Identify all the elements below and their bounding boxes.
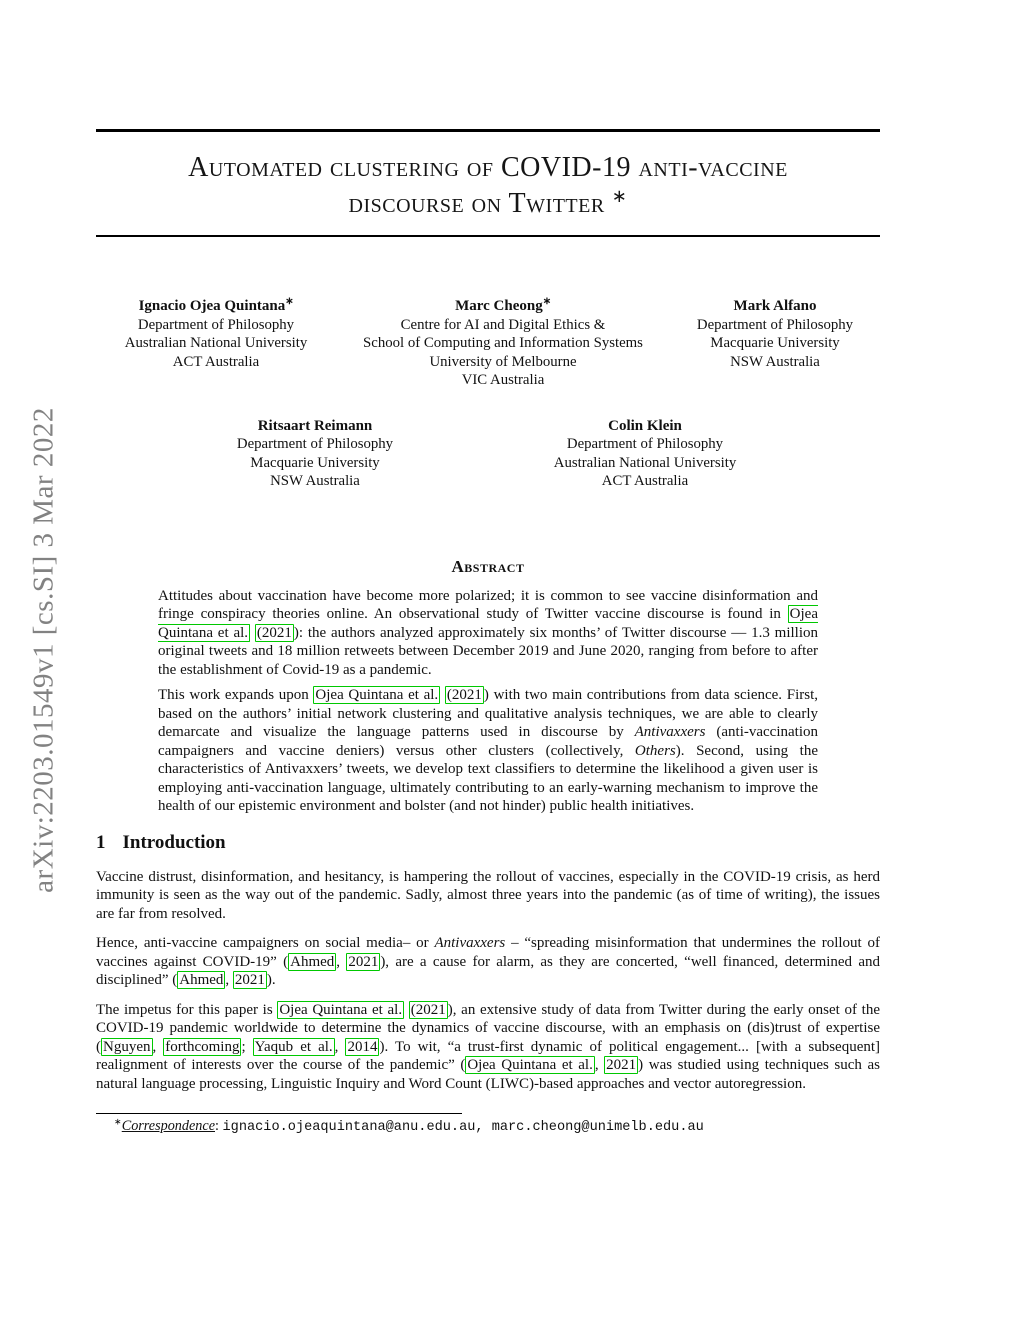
- paper-title: [96, 150, 880, 222]
- author-block-ignacio-ojea-quintana: [96, 297, 336, 390]
- author-name-text: Ignacio Ojea Quintana: [138, 298, 286, 314]
- author-footnote-marker: ∗: [542, 296, 551, 307]
- author-affiliation: Australian National University: [124, 335, 308, 351]
- citation-link[interactable]: Ojea Quintana et al.: [467, 1057, 593, 1073]
- author-name: [336, 297, 670, 316]
- email-addresses: ignacio.ojeaquintana@anu.edu.au, marc.cheong@unimelb.edu.au: [222, 1120, 704, 1135]
- citation-link[interactable]: 2021: [234, 972, 265, 988]
- citation-link[interactable]: Yaqub et al.: [254, 1038, 333, 1055]
- abstract-paragraph: [158, 587, 818, 680]
- citation-link[interactable]: (2021: [256, 624, 292, 641]
- author-affiliation: Australian National University: [553, 454, 737, 471]
- body-paragraph: [96, 934, 880, 990]
- author-name-text: Marc Cheong: [455, 298, 543, 314]
- text-segment: ) with two main contributions from data science. First, based on the authors’ initial network clustering and qualitative analysis techniques, we are able to clearly demarcate and visualize the language patterns used in discourse by: [158, 687, 819, 740]
- text-segment: ), an extensive study of data from Twitter during the early onset of the COVID-19 pandemic worldwide to determine the dynamics of vaccine discourse, with an emphasis on (dis)trust of expertise (: [96, 1001, 881, 1055]
- text-segment: (anti-vaccination campaigners and vaccine deniers) versus other clusters (collectively,: [158, 724, 818, 759]
- author-affiliation: VIC Australia: [461, 372, 545, 388]
- authors-row-1: [96, 297, 880, 390]
- text-segment: ,: [334, 1038, 346, 1055]
- citation-link[interactable]: Ojea Quintana et al.: [158, 606, 818, 641]
- author-name-text: Ritsaart Reimann: [257, 417, 373, 434]
- author-affiliation: Department of Philosophy: [696, 316, 854, 333]
- section-title: Introduction: [122, 831, 226, 853]
- citation-link[interactable]: 2021: [606, 1057, 637, 1073]
- section-number: 1: [96, 831, 106, 853]
- correspondence-label: Correspondence: [121, 1118, 215, 1134]
- text-segment: – “spreading misinformation that undermines the rollout of vaccines against COVID-19” (: [96, 935, 880, 970]
- paper-title-line1: Automated clustering of COVID-19 anti-vaccine: [188, 152, 788, 183]
- author-footnote-marker: ∗: [285, 296, 294, 307]
- text-segment: ), are a cause for alarm, as they are concerted, “well financed, determined and disciplined” (: [96, 953, 880, 988]
- footnote-rule: [96, 1113, 462, 1114]
- text-segment: ). Second, using the characteristics of Antivaxxers’ tweets, we develop text classifiers to determine the likelihood a given user is employing anti-vaccination language, ultimately contributing to an early-warning mechanism to improve the health of our epistemic environment and bolster (and not hinder) public health initiatives.: [158, 742, 818, 814]
- abstract-paragraph: [158, 686, 818, 816]
- author-block-colin-klein: [525, 417, 765, 491]
- text-segment: ,: [152, 1038, 164, 1055]
- text-segment: The impetus for this paper is: [96, 1001, 278, 1018]
- author-affiliation: NSW Australia: [270, 473, 360, 489]
- citation-link[interactable]: Ahmed: [179, 972, 224, 988]
- paper-title-line2: [96, 186, 880, 222]
- correspondence-footnote: [96, 1113, 880, 1136]
- text-segment: Attitudes about vaccination have become more polarized; it is common to see vaccine disinformation and fringe conspiracy theories online. An observational study of Twitter vaccine discourse is found in: [158, 587, 818, 622]
- paper-title-line2-text: discourse on Twitter: [348, 188, 605, 219]
- author-affiliation: Macquarie University: [250, 454, 380, 471]
- paper-content: [96, 0, 880, 1136]
- footnote-text: [96, 1118, 880, 1136]
- author-block-mark-alfano: [670, 297, 880, 390]
- abstract-heading: Abstract: [451, 556, 525, 576]
- author-name: [96, 297, 336, 316]
- arxiv-watermark: arXiv:2203.01549v1 [cs.SI] 3 Mar 2022: [27, 407, 60, 893]
- author-block-marc-cheong: [336, 297, 670, 390]
- author-affiliation: Department of Philosophy: [566, 436, 724, 452]
- text-segment: ;: [241, 1038, 253, 1055]
- title-rule-top: [96, 129, 880, 132]
- text-segment: ): the authors analyzed approximately six months’ of Twitter discourse — 1.3 million original tweets and 18 million retweets between December 2019 and June 2020, ranging from before to after the establishment of Covid-19 as a pandemic.: [158, 624, 818, 678]
- author-name: [195, 417, 435, 436]
- author-name: [670, 297, 880, 316]
- text-segment: ) was studied using techniques such as natural language processing, Linguistic Inquiry and Word Count (LIWC)-based approaches and vector autoregression.: [96, 1057, 881, 1092]
- author-affiliation: ACT Australia: [172, 353, 260, 370]
- author-affiliation: School of Computing and Information Systems: [363, 335, 643, 351]
- body-paragraph: [96, 1001, 880, 1094]
- abstract-body: [158, 587, 818, 816]
- citation-link[interactable]: Nguyen: [103, 1038, 151, 1055]
- text-segment: ,: [594, 1057, 605, 1073]
- author-affiliation: NSW Australia: [730, 353, 820, 370]
- author-affiliation: Department of Philosophy: [137, 316, 295, 333]
- text-segment: ,: [336, 953, 347, 970]
- section-heading-introduction: [96, 832, 880, 854]
- text-segment: :: [215, 1118, 223, 1134]
- author-block-ritsaart-reimann: [195, 417, 435, 491]
- citation-link[interactable]: 2014: [347, 1038, 378, 1055]
- emphasis-text: Others: [634, 742, 676, 759]
- citation-link[interactable]: Ojea Quintana et al.: [279, 1001, 403, 1018]
- text-segment: ).: [266, 972, 276, 988]
- text-segment: ). To wit, “a trust-first dynamic of political engagement... [with a subsequent] realignment of interests over the course of the pandemic” (: [96, 1038, 881, 1073]
- author-affiliation: Centre for AI and Digital Ethics &: [400, 316, 606, 333]
- emphasis-text: Antivaxxers: [634, 724, 706, 740]
- citation-link[interactable]: forthcoming: [165, 1038, 240, 1055]
- author-name-text: Mark Alfano: [733, 298, 817, 314]
- citation-link[interactable]: Ojea Quintana et al.: [315, 687, 439, 703]
- author-name-text: Colin Klein: [608, 417, 682, 434]
- author-affiliation: University of Melbourne: [429, 353, 577, 370]
- citation-link[interactable]: (2021: [446, 687, 482, 703]
- emphasis-text: Antivaxxers: [434, 935, 506, 951]
- footnote-marker: ∗: [114, 1116, 122, 1127]
- author-affiliation: Macquarie University: [710, 335, 840, 351]
- authors-row-2: [96, 417, 880, 491]
- citation-link[interactable]: Ahmed: [290, 953, 335, 970]
- text-segment: This work expands upon: [158, 687, 314, 703]
- title-rule-bottom: [96, 235, 880, 237]
- text-segment: ,: [225, 972, 233, 988]
- author-name: [525, 417, 765, 436]
- body-paragraph: [96, 868, 880, 924]
- introduction-body: [96, 868, 880, 1094]
- citation-link[interactable]: (2021: [410, 1001, 446, 1018]
- text-segment: Hence, anti-vaccine campaigners on social media– or: [96, 935, 435, 951]
- title-footnote-marker: ∗: [611, 185, 628, 206]
- text-segment: Vaccine distrust, disinformation, and hesitancy, is hampering the rollout of vaccines, especially in the COVID-19 crisis, as herd immunity is seen as the way out of the pandemic. Sadly, almost three years into the pandemic (as of time of writing), the issues are far from resolved.: [96, 868, 880, 922]
- author-affiliation: ACT Australia: [601, 473, 689, 489]
- citation-link[interactable]: 2021: [348, 953, 379, 970]
- author-affiliation: Department of Philosophy: [236, 436, 394, 452]
